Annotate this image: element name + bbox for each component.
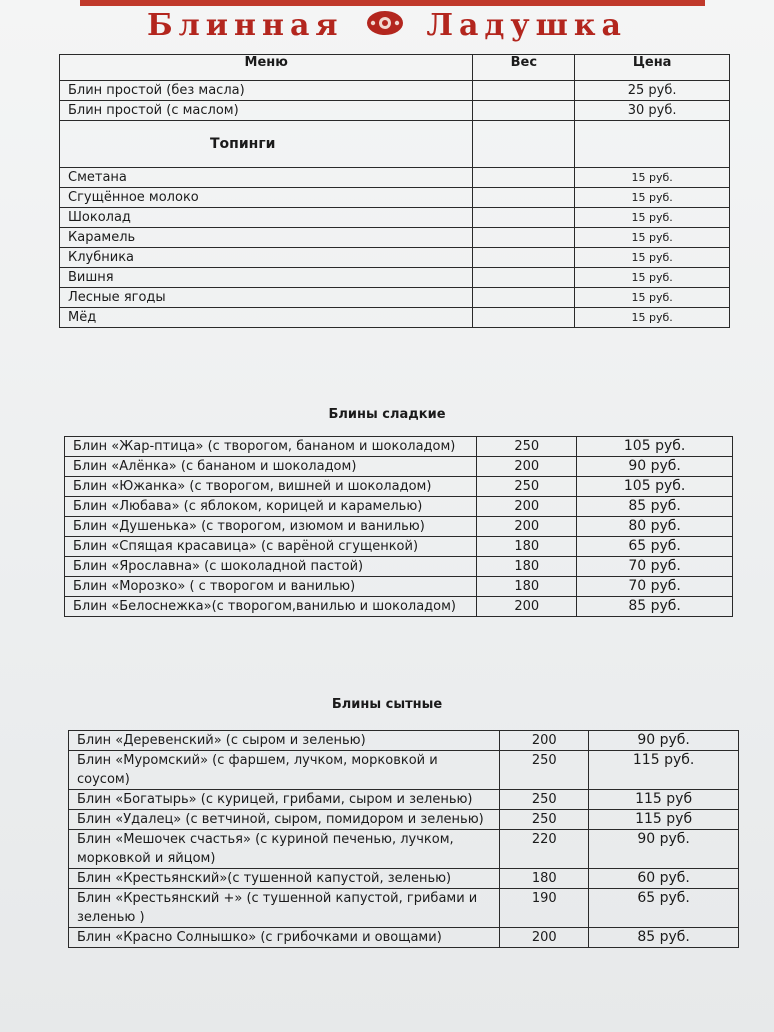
topping-price: 15 руб. [575,188,730,208]
title-left: Блинная [147,8,344,43]
item-name: Блин «Спящая красавица» (с варёной сгущенкой) [65,537,477,557]
item-price: 115 руб [589,790,739,810]
item-weight: 190 [500,889,589,928]
hearty-section-title: Блины сытные [331,697,443,712]
item-price: 105 руб. [577,477,733,497]
item-weight: 250 [477,477,577,497]
sweet-section-title: Блины сладкие [328,407,446,422]
topping-price: 15 руб. [575,168,730,188]
item-weight: 180 [477,537,577,557]
item-name: Блин «Муромский» (с фаршем, лучком, морковкой и соусом) [69,751,500,790]
topping-name: Карамель [60,228,473,248]
table-row [60,288,730,308]
item-weight: 180 [500,869,589,889]
topping-name: Сметана [60,168,473,188]
item-weight: 200 [477,517,577,537]
topping-price: 15 руб. [575,308,730,328]
item-name: Блин «Ярославна» (с шоколадной пастой) [65,557,477,577]
col-header-weight: Вес [473,55,575,81]
table-row [65,577,733,597]
topping-price: 15 руб. [575,208,730,228]
table-row [60,208,730,228]
item-price: 85 руб. [589,928,739,948]
item-price: 115 руб. [589,751,739,790]
table-row [69,731,739,751]
table-row [60,81,730,101]
table-row [69,869,739,889]
toppings-header-row [60,121,730,168]
item-weight: 250 [500,751,589,790]
item-price: 65 руб. [589,889,739,928]
col-header-menu: Меню [60,55,473,81]
topping-name: Шоколад [60,208,473,228]
item-weight: 200 [500,731,589,751]
hearty-pancakes-table [68,730,739,948]
item-price: 90 руб. [577,457,733,477]
table-row [65,477,733,497]
item-weight: 250 [477,437,577,457]
table-row [60,188,730,208]
topping-price: 15 руб. [575,268,730,288]
table-row [60,168,730,188]
topping-price: 15 руб. [575,288,730,308]
item-weight [473,101,575,121]
table-row [60,101,730,121]
item-name: Блин «Деревенский» (с сыром и зеленью) [69,731,500,751]
item-name: Блин «Удалец» (с ветчиной, сыром, помидором и зеленью) [69,810,500,830]
topping-name: Лесные ягоды [60,288,473,308]
toppings-title: Топинги [60,121,473,168]
item-name: Блин «Южанка» (с творогом, вишней и шоколадом) [65,477,477,497]
table-row [65,517,733,537]
page-title [0,8,774,43]
item-weight: 180 [477,557,577,577]
item-price: 85 руб. [577,597,733,617]
ornament-icon [366,10,404,36]
item-price: 25 руб. [575,81,730,101]
table-row [65,457,733,477]
topping-price: 15 руб. [575,228,730,248]
table-row [69,751,739,790]
item-name: Блин «Морозко» ( с творогом и ванилью) [65,577,477,597]
table-row [69,810,739,830]
item-weight: 200 [477,457,577,477]
item-weight: 200 [477,597,577,617]
item-name: Блин «Мешочек счастья» (с куриной печенью, лучком, морковкой и яйцом) [69,830,500,869]
item-name: Блин «Жар-птица» (с творогом, бананом и шоколадом) [65,437,477,457]
topping-price: 15 руб. [575,248,730,268]
topping-name: Вишня [60,268,473,288]
item-name: Блин «Крестьянский»(с тушенной капустой, зеленью) [69,869,500,889]
item-name: Блин «Крестьянский +» (с тушенной капустой, грибами и зеленью ) [69,889,500,928]
item-price: 90 руб. [589,731,739,751]
item-name: Блин «Алёнка» (с бананом и шоколадом) [65,457,477,477]
decorative-top-band [80,0,705,6]
table-row [69,928,739,948]
topping-name: Мёд [60,308,473,328]
item-name: Блин простой (с маслом) [60,101,473,121]
item-price: 80 руб. [577,517,733,537]
topping-name: Сгущённое молоко [60,188,473,208]
item-weight: 200 [477,497,577,517]
item-name: Блин «Белоснежка»(с творогом,ванилью и шоколадом) [65,597,477,617]
title-right: Ладушка [426,8,627,43]
table-row [60,308,730,328]
item-price: 30 руб. [575,101,730,121]
table-row [69,830,739,869]
item-weight: 250 [500,790,589,810]
item-weight: 180 [477,577,577,597]
table-row [69,889,739,928]
table-row [65,557,733,577]
topping-name: Клубника [60,248,473,268]
col-header-price: Цена [575,55,730,81]
table-row [69,790,739,810]
item-price: 60 руб. [589,869,739,889]
item-price: 85 руб. [577,497,733,517]
item-price: 70 руб. [577,557,733,577]
table-row [60,228,730,248]
item-name: Блин простой (без масла) [60,81,473,101]
base-menu-table [59,54,730,328]
item-weight: 200 [500,928,589,948]
table-row [60,248,730,268]
table-row [65,437,733,457]
item-price: 65 руб. [577,537,733,557]
item-name: Блин «Богатырь» (с курицей, грибами, сыром и зеленью) [69,790,500,810]
table-row [65,597,733,617]
item-name: Блин «Любава» (с яблоком, корицей и карамелью) [65,497,477,517]
item-weight: 220 [500,830,589,869]
item-name: Блин «Душенька» (с творогом, изюмом и ванилью) [65,517,477,537]
item-price: 105 руб. [577,437,733,457]
item-price: 115 руб [589,810,739,830]
item-weight: 250 [500,810,589,830]
item-weight [473,81,575,101]
item-name: Блин «Красно Солнышко» (с грибочками и овощами) [69,928,500,948]
table-row [65,497,733,517]
item-price: 90 руб. [589,830,739,869]
table-row [65,537,733,557]
item-price: 70 руб. [577,577,733,597]
table-row [60,268,730,288]
sweet-pancakes-table [64,436,733,617]
